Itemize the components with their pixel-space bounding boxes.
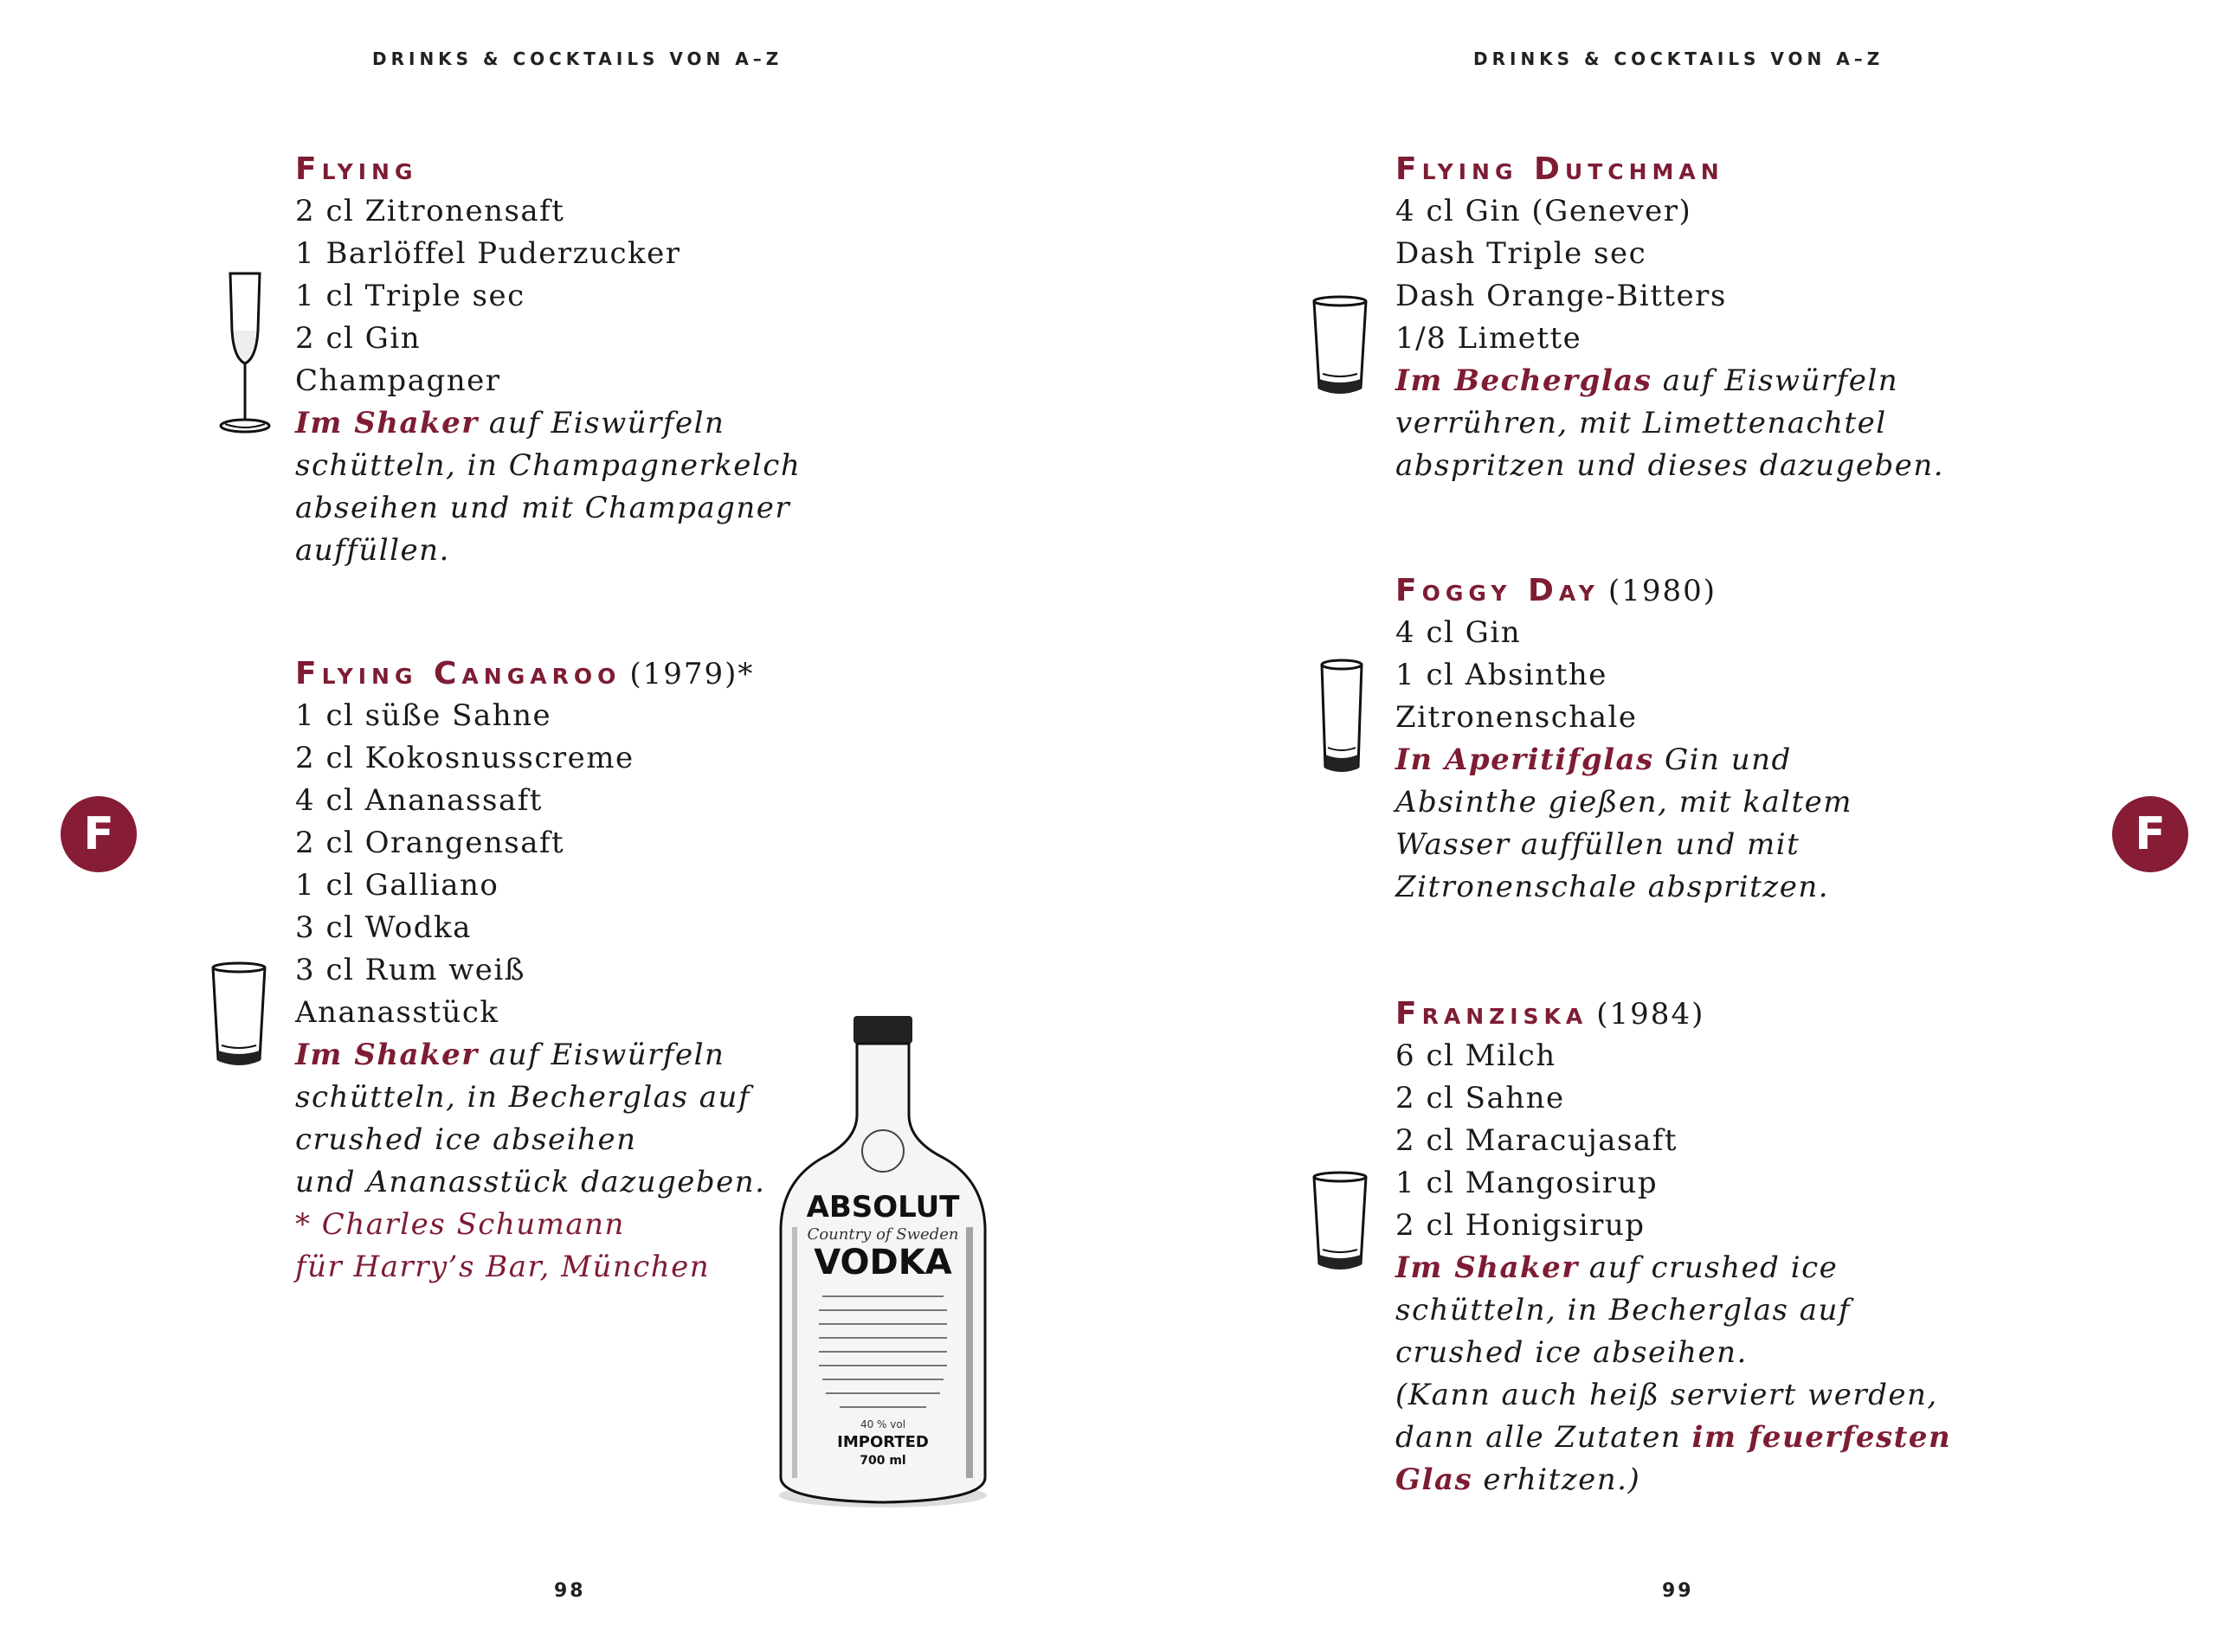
ingredient: 1 cl Absinthe bbox=[1395, 658, 1607, 692]
ingredient: Ananasstück bbox=[295, 995, 499, 1030]
ingredient: Dash Triple sec bbox=[1395, 236, 1647, 271]
tumbler-glass-icon bbox=[1309, 1170, 1371, 1276]
recipe-flying-cangaroo bbox=[295, 653, 766, 1289]
method: In Aperitifglas Gin und Absinthe gießen, mit kaltem Wasser auffüllen und mit Zitronenschale abspritzen. bbox=[1395, 742, 1852, 904]
bottle-volume: 700 ml bbox=[860, 1454, 906, 1468]
section-letter-badge: F bbox=[61, 796, 137, 872]
ingredient: 2 cl Zitronensaft bbox=[295, 194, 565, 228]
recipe-title: Foggy Day (1980) bbox=[1395, 573, 1717, 608]
ingredient: 1 Barlöffel Puderzucker bbox=[295, 236, 681, 271]
bottle-brand: ABSOLUT bbox=[806, 1190, 960, 1225]
ingredient-list bbox=[295, 695, 766, 1034]
ingredient-list bbox=[1395, 190, 1944, 360]
bottle-product: VODKA bbox=[814, 1243, 952, 1282]
recipe-foggy-day bbox=[1395, 570, 1852, 909]
page-number: 98 bbox=[554, 1580, 586, 1602]
bottle-script: Country of Sweden bbox=[807, 1225, 959, 1244]
ingredient: 6 cl Milch bbox=[1395, 1038, 1556, 1073]
ingredient: Champagner bbox=[295, 363, 501, 398]
recipe-year: (1980) bbox=[1607, 574, 1717, 608]
ingredient: 1 cl Galliano bbox=[295, 868, 499, 903]
recipe-year: (1984) bbox=[1596, 997, 1705, 1032]
method: Im Shaker auf crushed ice schütteln, in Becherglas auf crushed ice abseihen. (Kann auch heiß serviert werden, dann alle Zutaten im feuerfesten Glas erhitzen.) bbox=[1395, 1250, 1952, 1497]
ingredient-list bbox=[1395, 1035, 1951, 1247]
ingredient: 1 cl Triple sec bbox=[295, 279, 525, 313]
ingredient: 4 cl Ananassaft bbox=[295, 783, 543, 818]
running-head: DRINKS & COCKTAILS VON A–Z bbox=[1473, 48, 1884, 69]
bottle-abv: 40 % vol bbox=[860, 1418, 906, 1430]
ingredient: 1 cl Mangosirup bbox=[1395, 1166, 1659, 1200]
ingredient: 2 cl Gin bbox=[295, 321, 422, 356]
ingredient: 1/8 Limette bbox=[1395, 321, 1582, 356]
recipe-franziska bbox=[1395, 993, 1951, 1501]
recipe-title: Flying bbox=[295, 151, 418, 187]
ingredient: 2 cl Sahne bbox=[1395, 1081, 1565, 1115]
ingredient: 4 cl Gin (Genever) bbox=[1395, 194, 1692, 228]
running-head: DRINKS & COCKTAILS VON A–Z bbox=[372, 48, 783, 69]
recipe-year: (1979)* bbox=[629, 657, 755, 691]
recipe-title: Flying Dutchman bbox=[1395, 151, 1724, 187]
ingredient: 3 cl Rum weiß bbox=[295, 953, 526, 987]
ingredient: 1 cl süße Sahne bbox=[295, 698, 552, 733]
recipe-title: Flying Cangaroo (1979)* bbox=[295, 656, 755, 691]
footnote: * Charles Schumann für Harry’s Bar, München bbox=[295, 1207, 711, 1284]
ingredient-list bbox=[295, 190, 801, 402]
ingredient: Zitronenschale bbox=[1395, 700, 1638, 735]
ingredient: 2 cl Maracujasaft bbox=[1395, 1123, 1678, 1158]
tumbler-glass-icon bbox=[1309, 294, 1371, 400]
page-number: 99 bbox=[1662, 1580, 1694, 1602]
tumbler-glass-icon bbox=[208, 961, 270, 1071]
vodka-bottle-illustration bbox=[770, 1011, 995, 1513]
ingredient: 4 cl Gin bbox=[1395, 615, 1522, 650]
method: Im Shaker auf Eiswürfeln schütteln, in Becherglas auf crushed ice abseihen und Ananasstück dazugeben. bbox=[295, 1038, 766, 1199]
ingredient: 2 cl Honigsirup bbox=[1395, 1208, 1646, 1243]
recipe-flying bbox=[295, 149, 801, 572]
method: Im Shaker auf Eiswürfeln schütteln, in Champagnerkelch abseihen und mit Champagner auffüllen. bbox=[295, 406, 802, 568]
ingredient: 2 cl Orangensaft bbox=[295, 826, 565, 860]
ingredient: Dash Orange-Bitters bbox=[1395, 279, 1727, 313]
recipe-flying-dutchman bbox=[1395, 149, 1944, 487]
method: Im Bechergl​as auf Eiswürfeln verrühren, mit Limettenachtel abspritzen und dieses dazugeben. bbox=[1395, 363, 1945, 483]
right-page bbox=[1108, 0, 2216, 1652]
recipe-title: Franziska (1984) bbox=[1395, 996, 1705, 1032]
ingredient: 2 cl Kokosnusscreme bbox=[295, 741, 635, 775]
ingredient: 3 cl Wodka bbox=[295, 910, 472, 945]
aperitif-glass-icon bbox=[1317, 658, 1366, 779]
bottle-imported: IMPORTED bbox=[837, 1433, 929, 1451]
ingredient-list bbox=[1395, 612, 1852, 739]
section-letter-badge: F bbox=[2112, 796, 2188, 872]
champagne-flute-icon bbox=[215, 270, 275, 436]
